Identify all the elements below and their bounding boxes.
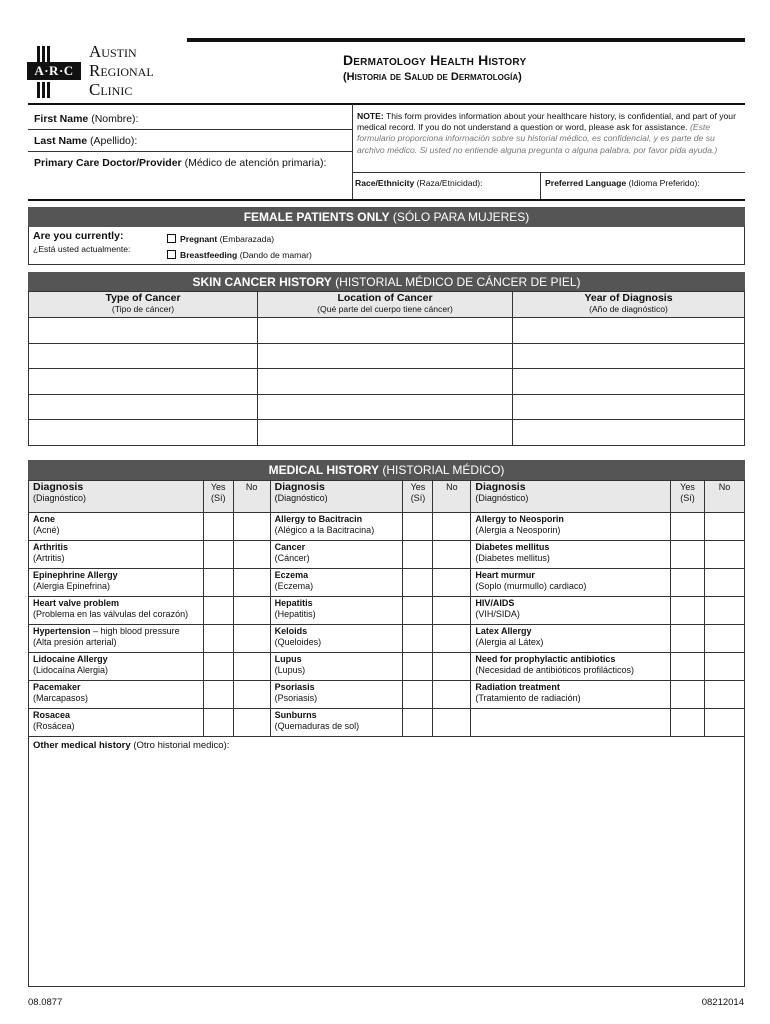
yes-cell[interactable] — [403, 709, 433, 737]
no-cell[interactable] — [704, 681, 744, 709]
header-rule — [28, 103, 745, 105]
logo-text — [89, 42, 154, 99]
first-name-label: First Name — [34, 113, 89, 125]
breastfeeding-checkbox[interactable] — [167, 250, 176, 259]
year-cell[interactable] — [513, 343, 745, 369]
diagnosis-cell — [270, 653, 403, 681]
last-name-rule — [28, 151, 352, 152]
female-title-es: (SÓLO PARA MUJERES) — [392, 210, 530, 224]
diagnosis-name-es: (Alergia al Látex) — [475, 637, 544, 647]
diagnosis-name: Lidocaine Allergy — [33, 654, 108, 664]
medical-history-row — [29, 709, 745, 737]
diagnosis-name-es: (Alergia Epinefrina) — [33, 581, 111, 591]
year-cell[interactable] — [513, 420, 745, 446]
diagnosis-name: Heart valve problem — [33, 598, 120, 608]
diagnosis-name-es: (Diabetes mellitus) — [475, 553, 550, 563]
note-text-en: This form provides information about your healthcare history, is confidential, and part of your medical record. If you do not understand a question or word, please ask for assistance. — [357, 111, 736, 133]
other-history-label: Other medical history (Otro historial medico): — [33, 740, 230, 751]
diagnosis-name-es: (Artritis) — [33, 553, 65, 563]
medical-history-row — [29, 625, 745, 653]
first-name-rule — [28, 129, 352, 130]
yes-cell[interactable] — [671, 709, 705, 737]
diagnosis-cell — [29, 625, 204, 653]
diagnosis-cell — [29, 597, 204, 625]
no-cell[interactable] — [433, 597, 471, 625]
yes-cell[interactable] — [403, 569, 433, 597]
no-cell[interactable] — [233, 653, 270, 681]
skin-cancer-title-es: (HISTORIAL MÉDICO DE CÁNCER DE PIEL) — [335, 275, 581, 289]
no-cell[interactable] — [433, 709, 471, 737]
logo-line-1: Austin — [89, 42, 137, 61]
col-year-of-diagnosis — [513, 292, 745, 318]
diagnosis-name-es: (Marcapasos) — [33, 693, 89, 703]
skin-cancer-row — [29, 343, 745, 369]
skin-cancer-row — [29, 369, 745, 395]
diagnosis-name: Rosacea — [33, 710, 71, 720]
last-name-field[interactable] — [34, 135, 137, 147]
female-question-es: ¿Está usted actualmente: — [33, 244, 131, 254]
no-header: No — [704, 481, 744, 513]
yes-cell[interactable] — [203, 625, 233, 653]
medical-history-body — [29, 513, 745, 737]
no-cell[interactable] — [233, 625, 270, 653]
race-divider — [540, 172, 541, 200]
diagnosis-name-es: (Acné) — [33, 525, 60, 535]
breastfeeding-label-es: (Dando de mamar) — [239, 250, 312, 260]
no-cell[interactable] — [433, 513, 471, 541]
location-cell[interactable] — [258, 343, 513, 369]
form-number: 08.0877 — [28, 997, 63, 1008]
diagnosis-name-es: (Cáncer) — [274, 553, 310, 563]
yes-cell[interactable] — [203, 541, 233, 569]
no-cell[interactable] — [704, 513, 744, 541]
no-cell[interactable] — [233, 541, 270, 569]
note-text-es: (Este formulario proporciona información sobre su historial médico, es confidencial, y es parte de su archivo médico. Si usted no entiende alguna pregunta o alguna palabra, por favor pida ayuda.) — [357, 122, 718, 155]
diagnosis-name: Acne — [33, 514, 56, 524]
diagnosis-header: Diagnosis (Diagnóstico) — [471, 481, 671, 513]
no-cell[interactable] — [433, 625, 471, 653]
diagnosis-name-es: (Alta presión arterial) — [33, 637, 117, 647]
pcp-label: Primary Care Doctor/Provider — [34, 157, 182, 169]
diagnosis-name: Hypertension — [33, 626, 91, 636]
diagnosis-name-es: (Lidocaína Alergia) — [33, 665, 109, 675]
logo-box: A·R·C — [27, 62, 81, 80]
female-section-box — [28, 227, 745, 265]
diagnosis-name: Pacemaker — [33, 682, 81, 692]
yes-cell[interactable] — [403, 541, 433, 569]
medical-history-row — [29, 513, 745, 541]
other-history-box[interactable] — [28, 736, 745, 987]
race-label: Race/Ethnicity — [355, 178, 415, 188]
pregnant-label-es: (Embarazada) — [219, 234, 275, 244]
no-cell[interactable] — [704, 541, 744, 569]
diagnosis-name-es: (Rosácea) — [33, 721, 75, 731]
no-header: No — [233, 481, 270, 513]
breastfeeding-option[interactable] — [167, 250, 312, 260]
type-cell[interactable] — [29, 420, 258, 446]
diagnosis-cell — [270, 569, 403, 597]
no-cell[interactable] — [704, 709, 744, 737]
last-name-label: Last Name — [34, 135, 88, 147]
pregnant-option[interactable] — [167, 234, 274, 244]
diagnosis-name: Radiation treatment — [475, 682, 560, 692]
yes-cell[interactable] — [403, 681, 433, 709]
confidentiality-note — [357, 111, 742, 156]
diagnosis-name: Need for prophylactic antibiotics — [475, 654, 616, 664]
diagnosis-name-es: (Necesidad de antibióticos profilácticos) — [475, 665, 634, 675]
diagnosis-name: HIV/AIDS — [475, 598, 515, 608]
medical-section-header — [28, 460, 745, 480]
year-cell[interactable] — [513, 394, 745, 420]
diagnosis-name: Lupus — [274, 654, 302, 664]
location-cell[interactable] — [258, 420, 513, 446]
col-type-of-cancer — [29, 292, 258, 318]
year-cell[interactable] — [513, 369, 745, 395]
diagnosis-header: Diagnosis (Diagnóstico) — [270, 481, 403, 513]
diagnosis-name-es: (Psoriasis) — [274, 693, 318, 703]
medical-history-row — [29, 541, 745, 569]
yes-cell[interactable] — [403, 513, 433, 541]
medical-history-table — [28, 480, 745, 737]
no-cell[interactable] — [704, 597, 744, 625]
skin-cancer-header-row — [29, 292, 745, 318]
diagnosis-name: Hepatitis — [274, 598, 313, 608]
title-rule — [187, 38, 745, 42]
skin-cancer-row — [29, 394, 745, 420]
female-section-header — [28, 207, 745, 227]
no-cell[interactable] — [433, 653, 471, 681]
col-location-en: Location of Cancer — [337, 292, 433, 304]
yes-cell[interactable] — [671, 541, 705, 569]
first-name-label-es: (Nombre): — [91, 113, 139, 125]
col-location-of-cancer — [258, 292, 513, 318]
skin-cancer-table — [28, 291, 745, 446]
diagnosis-name-es: (Quemaduras de sol) — [274, 721, 360, 731]
arc-logo — [27, 40, 187, 102]
diagnosis-name: Eczema — [274, 570, 309, 580]
col-location-es: (Qué parte del cuerpo tiene cáncer) — [317, 304, 453, 314]
diagnosis-header: Diagnosis (Diagnóstico) — [29, 481, 204, 513]
form-date-code: 08212014 — [701, 997, 744, 1008]
yes-cell[interactable] — [671, 513, 705, 541]
medical-history-row — [29, 569, 745, 597]
no-cell[interactable] — [433, 569, 471, 597]
yes-cell[interactable] — [671, 597, 705, 625]
no-cell[interactable] — [704, 569, 744, 597]
medical-title-es: (HISTORIAL MÉDICO) — [382, 463, 505, 477]
first-name-field[interactable] — [34, 113, 138, 125]
diagnosis-cell — [270, 541, 403, 569]
yes-cell[interactable] — [203, 569, 233, 597]
skin-cancer-row — [29, 318, 745, 344]
no-cell[interactable] — [233, 597, 270, 625]
diagnosis-cell — [471, 569, 671, 597]
diagnosis-cell — [471, 597, 671, 625]
diagnosis-cell — [29, 681, 204, 709]
pregnant-label: Pregnant — [180, 234, 218, 244]
skin-cancer-section-header — [28, 272, 745, 292]
diagnosis-name: Arthritis — [33, 542, 69, 552]
col-type-es: (Tipo de cáncer) — [111, 304, 175, 314]
yes-cell[interactable] — [671, 625, 705, 653]
yes-cell[interactable] — [671, 681, 705, 709]
breastfeeding-label: Breastfeeding — [180, 250, 238, 260]
race-label-es: (Raza/Etnicidad): — [416, 178, 483, 188]
diagnosis-cell — [29, 709, 204, 737]
diagnosis-cell — [471, 513, 671, 541]
diagnosis-name: Heart murmur — [475, 570, 535, 580]
no-cell[interactable] — [704, 653, 744, 681]
diagnosis-name: Allergy to Bacitracin — [274, 514, 363, 524]
diagnosis-name-es: (VIH/SIDA) — [475, 609, 520, 619]
no-cell[interactable] — [433, 681, 471, 709]
diagnosis-cell — [471, 681, 671, 709]
form-title: Dermatology Health History — [343, 52, 527, 68]
yes-cell[interactable] — [203, 653, 233, 681]
yes-cell[interactable] — [403, 597, 433, 625]
yes-cell[interactable] — [203, 597, 233, 625]
diagnosis-name-extra: – high blood pressure — [90, 626, 180, 636]
type-cell[interactable] — [29, 343, 258, 369]
yes-cell[interactable] — [403, 653, 433, 681]
no-cell[interactable] — [433, 541, 471, 569]
yes-header: Yes (Sí) — [671, 481, 705, 513]
diagnosis-cell — [471, 653, 671, 681]
medical-history-row — [29, 653, 745, 681]
yes-header: Yes (Sí) — [203, 481, 233, 513]
diagnosis-name: Diabetes mellitus — [475, 542, 550, 552]
diagnosis-cell — [270, 709, 403, 737]
diagnosis-name: Sunburns — [274, 710, 317, 720]
yes-header: Yes (Sí) — [403, 481, 433, 513]
race-field[interactable] — [355, 178, 483, 188]
medical-history-row — [29, 597, 745, 625]
location-cell[interactable] — [258, 394, 513, 420]
diagnosis-cell — [471, 625, 671, 653]
pcp-field[interactable] — [34, 157, 326, 169]
type-cell[interactable] — [29, 318, 258, 344]
yes-cell[interactable] — [203, 513, 233, 541]
year-cell[interactable] — [513, 318, 745, 344]
language-field[interactable] — [545, 178, 700, 188]
skin-cancer-row — [29, 420, 745, 446]
location-cell[interactable] — [258, 318, 513, 344]
diagnosis-name: Latex Allergy — [475, 626, 532, 636]
diagnosis-name: Cancer — [274, 542, 306, 552]
col-type-en: Type of Cancer — [105, 292, 181, 304]
diagnosis-name-es: (Tratamiento de radiación) — [475, 693, 581, 703]
diagnosis-name-es: (Soplo (murmullo) cardiaco) — [475, 581, 587, 591]
no-cell[interactable] — [233, 709, 270, 737]
diagnosis-name-es: (Hepatitis) — [274, 609, 316, 619]
medical-title: MEDICAL HISTORY — [268, 463, 380, 477]
form-subtitle: (Historia de Salud de Dermatología) — [343, 71, 522, 83]
yes-cell[interactable] — [203, 709, 233, 737]
diagnosis-name-es: (Alégico a la Bacitracina) — [274, 525, 375, 535]
female-title: FEMALE PATIENTS ONLY — [243, 210, 390, 224]
diagnosis-name: Epinephrine Allergy — [33, 570, 118, 580]
no-cell[interactable] — [233, 513, 270, 541]
yes-cell[interactable] — [203, 681, 233, 709]
diagnosis-name: Keloids — [274, 626, 308, 636]
note-label: NOTE: — [357, 111, 384, 121]
note-rule — [352, 172, 745, 173]
diagnosis-name-es: (Eczema) — [274, 581, 314, 591]
diagnosis-cell — [270, 513, 403, 541]
medical-history-row — [29, 681, 745, 709]
logo-line-3: Clinic — [89, 80, 133, 99]
diagnosis-cell — [471, 541, 671, 569]
logo-line-2: Regional — [89, 61, 154, 80]
diagnosis-cell — [29, 653, 204, 681]
last-name-label-es: (Apellido): — [90, 135, 138, 147]
diagnosis-name-es: (Queloides) — [274, 637, 322, 647]
language-label: Preferred Language — [545, 178, 627, 188]
diagnosis-name-es: (Lupus) — [274, 665, 306, 675]
col-year-es: (Año de diagnóstico) — [589, 304, 668, 314]
info-bottom-rule — [28, 199, 745, 201]
female-question-en: Are you currently: — [33, 230, 124, 242]
language-label-es: (Idioma Preferido): — [628, 178, 700, 188]
yes-cell[interactable] — [671, 569, 705, 597]
yes-cell[interactable] — [403, 625, 433, 653]
diagnosis-cell — [29, 513, 204, 541]
diagnosis-cell — [270, 625, 403, 653]
pregnant-checkbox[interactable] — [167, 234, 176, 243]
diagnosis-cell — [29, 541, 204, 569]
type-cell[interactable] — [29, 369, 258, 395]
diagnosis-cell — [270, 597, 403, 625]
diagnosis-cell — [471, 709, 671, 737]
pcp-label-es: (Médico de atención primaria): — [184, 157, 327, 169]
skin-cancer-title: SKIN CANCER HISTORY — [192, 275, 332, 289]
diagnosis-name: Allergy to Neosporin — [475, 514, 564, 524]
yes-cell[interactable] — [671, 653, 705, 681]
medical-header-row — [29, 481, 745, 513]
no-header: No — [433, 481, 471, 513]
no-cell[interactable] — [704, 625, 744, 653]
no-cell[interactable] — [233, 681, 270, 709]
diagnosis-cell — [270, 681, 403, 709]
info-divider — [352, 104, 353, 200]
no-cell[interactable] — [233, 569, 270, 597]
diagnosis-name-es: (Problema en las válvulas del corazón) — [33, 609, 189, 619]
female-question — [33, 230, 123, 242]
type-cell[interactable] — [29, 394, 258, 420]
diagnosis-name: Psoriasis — [274, 682, 315, 692]
col-year-en: Year of Diagnosis — [584, 292, 673, 304]
location-cell[interactable] — [258, 369, 513, 395]
diagnosis-cell — [29, 569, 204, 597]
diagnosis-name-es: (Alergia a Neosporin) — [475, 525, 561, 535]
